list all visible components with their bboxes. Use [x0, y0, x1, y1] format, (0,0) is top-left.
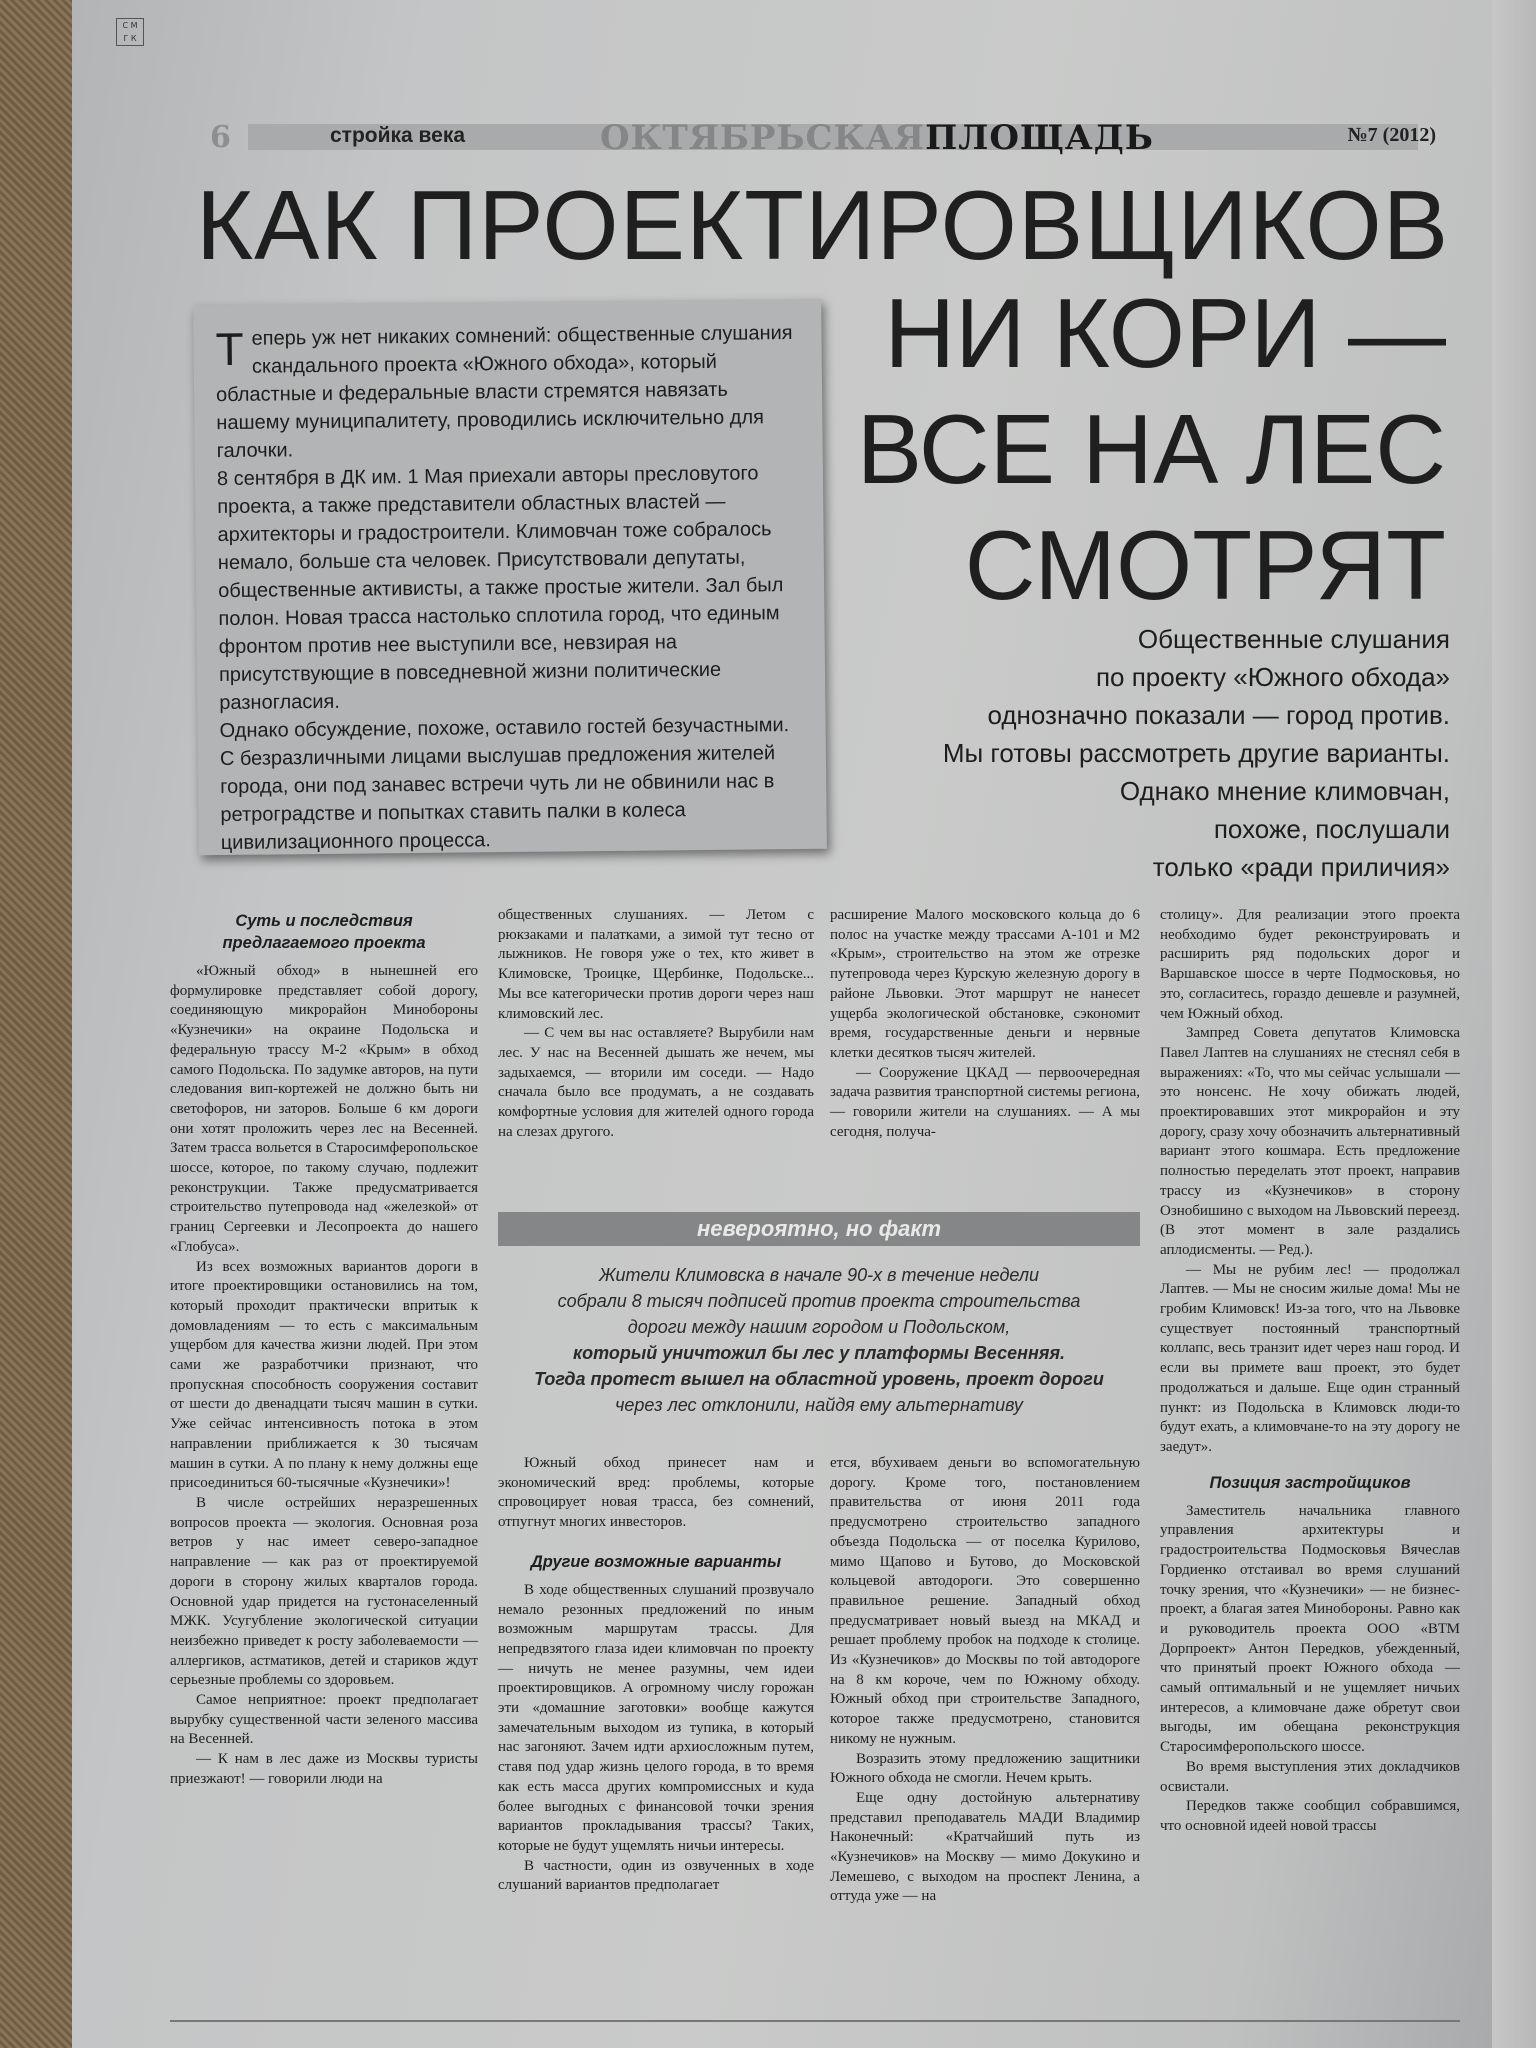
masthead-part2: ПЛОЩАДЬ [925, 118, 1154, 158]
fact-line: Жители Климовска в начале 90-х в течение недели [598, 1265, 1039, 1285]
paragraph: ется, вбухиваем деньги во вспомогательную дорогу. Кроме того, постановлением правительства от июня 2011 года предусмотрено строительство западного объезда Подольска — от поселка Курилово, мимо Щапово и Бутово, до Московской кольцевой автодороги. Это совершенно правильное решение. Западный обход предусматривает новый выезд на МКАД и решает проблему пробок на подходе к столице. Из «Кузнечиков» до Москвы по той автодороге на 8 км короче, чем по Южному обходу. Южный обход при строительстве Западного, которое также предусмотрено, становится никому не нужным. [830, 1455, 1140, 1747]
paragraph: Передков также сообщил собравшимся, что основной идеей новой трассы [1160, 1798, 1460, 1834]
page-header [210, 120, 1436, 156]
paragraph: Из всех возможных вариантов дороги в итоге проектировщики остановились на том, который проходит практически впритык к домовладениям — то есть с максимальным ущербом для качества жизни людей. При этом сами же разработчики признают, что пропускная способность сооружения составит от шести до двенадцати тысяч машин в сутки. Уже сейчас интенсивность потока в этом направлении приближается к 30 тысячам машин в сутки. А по плану к нему должны еще присоединиться 60-тысячные «Кузнечики»! [170, 1258, 478, 1492]
masthead [600, 118, 1154, 158]
paragraph: Заместитель начальника главного управления архитектуры и градостроительства Подмосковья Вячеслав Гордиенко отстаивал во время слушаний точку зрения, что «Кузнечики» — не бизнес-проект, а благая затея Минобороны. Равно как и руководитель проекта ООО «ВТМ Дорпроект» Антон Передков, убежденный, что принятый проект Южного обхода — самый оптимальный и не ущемляет ничьих интересов, а климовчане даже обретут свои выгоды, им обещана реконструкция Старосимферопольского шоссе. [1160, 1502, 1460, 1756]
section-rubric: стройка века [330, 124, 466, 147]
deck-line: Однако мнение климовчан, [1119, 776, 1450, 806]
lead-paragraph-2: 8 сентября в ДК им. 1 Мая приехали авторы пресловутого проекта, а также представители областных властей — архитекторы и градостроители. Климовчан тоже собралось немало, больше ста человек. Присутствовали депутаты, общественные активисты, а также простые жители. Зал был полон. Новая трасса настолько сплотила город, что единым фронтом против нее выступили все, невзирая на присутствующие в повседневной жизни политические разногласия. [216, 462, 784, 715]
article-column-3-bottom [830, 1454, 1140, 1907]
paragraph: Возразить этому предложению защитники Южного обхода не смогли. Нечем крыть. [830, 1750, 1140, 1787]
fact-box [498, 1212, 1140, 1442]
deck-line: Общественные слушания [1137, 624, 1450, 654]
fact-line: через лес отклонили, найдя ему альтернативу [615, 1395, 1023, 1415]
fact-box-title: невероятно, но факт [498, 1212, 1140, 1246]
registration-mark: С М Г К [116, 18, 144, 46]
paragraph: столицу». Для реализации этого проекта необходимо будет реконструировать и расширить ряд подольских дорог и Варшавское шоссе в черте Подмосковья, но это, согласитесь, гораздо дешевле и разумней, чем Южный обход. [1160, 907, 1460, 1022]
fact-line: дороги между нашим городом и Подольском, [627, 1317, 1011, 1337]
paragraph: В ходе общественных слушаний прозвучало немало резонных предложений по иным возможным маршрутам трассы. Для непредвзятого глаза идеи климовчан по проекту — ничуть не менее разумны, чем идеи проектировщиков. А огромному числу горожан эти «домашние заготовки» вообще кажутся замечательным выходом из тупика, в который нас загоняют. Зачем идти архиосложным путем, ставя под удар жизнь целого города, в то время как есть масса других компромиссных и куда более выгодных с финансовой точки зрения вариантов прокладывания трассы? Таких, которые не будут ущемлять ничьи интересы. [498, 1581, 814, 1854]
section-heading-developers: Позиция застройщиков [1209, 1473, 1411, 1492]
section-heading-alternatives: Другие возможные варианты [530, 1552, 782, 1571]
paragraph: В числе острейших неразрешенных вопросов проекта — экология. Основная роза ветров у нас имеет северо-западное направление — как раз от проектируемой дороги в сторону жилых кварталов города. Основной удар придется на густонаселенный МЖК. Усугубление экологической ситуации неизбежно приведет к росту заболеваемости — аллергиков, астматиков, детей и стариков ждут серьезные проблемы со здоровьем. [170, 1494, 478, 1689]
deck-line: по проекту «Южного обхода» [1095, 662, 1450, 692]
headline-line-2: НИ КОРИ — [884, 278, 1446, 388]
paragraph: общественных слушаниях. — Летом с рюкзаками и палатками, а зимой тут тесно от лыжников. Не говоря уже о тех, кто живет в Климовске, Троицке, Щербинке, Подольске... Мы все категорически против дороги через наш климовский лес. [498, 907, 814, 1022]
deck-line: Мы готовы рассмотреть другие варианты. [942, 738, 1450, 768]
deck-line: однозначно показали — город против. [987, 700, 1450, 730]
lead-paragraph-3: Однако обсуждение, похоже, оставило гостей безучастными. С безразличными лицами выслушав предложения жителей города, они под занавес встречи чуть ли не обвинили нас в ретроградстве и попытках ставить палки в колеса цивилизационного процесса. [219, 714, 790, 855]
article-column-3-top [830, 906, 1140, 1142]
page-number: 6 [210, 120, 231, 155]
paragraph: — С чем вы нас оставляете? Вырубили нам лес. У нас на Весенней дышать же нечем, мы задыхаемся, — вторили им соседи. — Надо сначала было все продумать, а не создавать комфортные условия для жителей одного города на слезах другого. [498, 1025, 814, 1140]
paragraph: Южный обход принесет нам и экономический вред: проблемы, которые спровоцирует новая трасса, без сомнений, отпугнут многих инвесторов. [498, 1455, 814, 1531]
paragraph: Зампред Совета депутатов Климовска Павел Лаптев на слушаниях не стеснял себя в выражениях: «То, что мы сейчас услышали — это нонсенс. Не хочу обижать людей, проектировавших этот микрорайон и эту дорогу, сразу хочу обозначить альтернативный вариант этого кошмара. Есть предложение полностью переделать этот проект, направив трассу из «Кузнечиков» в сторону Ознобишино с выходом на Львовский переезд. (В этот момент в зале раздались аплодисменты. — Ред.). [1160, 1025, 1460, 1258]
headline-line-1: КАК ПРОЕКТИРОВЩИКОВ [196, 170, 1450, 280]
article-column-2-bottom [498, 1454, 814, 1896]
article-column-1 [170, 906, 478, 1790]
masthead-part1: ОКТЯБРЬСКАЯ [600, 118, 926, 158]
bottom-rule [170, 2020, 1460, 2022]
deck-line: только «ради приличия» [1152, 852, 1450, 882]
fact-box-text [498, 1262, 1140, 1418]
fact-line: Тогда протест вышел на областной уровень, проект дороги [534, 1369, 1104, 1389]
paragraph: Самое неприятное: проект предполагает вырубку существенной части зеленого массива на Весенней. [170, 1692, 478, 1748]
headline-line-4: СМОТРЯТ [964, 510, 1446, 620]
fact-line: собрали 8 тысяч подписей против проекта строительства [557, 1291, 1081, 1311]
paragraph: Еще одну достойную альтернативу представил преподаватель МАДИ Владимир Наконечный: «Кратчайший путь из «Кузнечиков» на Москву — мимо Докукино и Лемешево, с выходом на проспект Ленина, а оттуда уже — на [830, 1789, 1140, 1905]
headline-line-3: ВСЕ НА ЛЕС [856, 394, 1446, 504]
paragraph: Во время выступления этих докладчиков освистали. [1160, 1758, 1460, 1795]
lead-paragraph-1 [215, 319, 800, 465]
article-column-4 [1160, 906, 1460, 1837]
deck-line: похоже, послушали [1213, 814, 1450, 844]
paragraph: — К нам в лес даже из Москвы туристы приезжают! — говорили люди на [170, 1751, 478, 1787]
paragraph: В частности, один из озвученных в ходе слушаний вариантов предполагает [498, 1857, 814, 1894]
section-heading-essence: Суть и последствия предлагаемого проекта [222, 912, 426, 952]
issue-number: №7 (2012) [1347, 124, 1436, 146]
paragraph: расширение Малого московского кольца до 6 полос на участке между трассами А-101 и М2 «Крым», строительство на этом же отрезке путепровода через Курскую железную дорогу в районе Львовки. Этот маршрут не нанесет ущерба экологической обстановке, сэкономит время, государственные деньги и нервные клетки десятков тысяч жителей. [830, 907, 1140, 1061]
lead-text-1: еперь уж нет никаких сомнений: общественные слушания скандального проекта «Южного обхода», который областные и федеральные власти стремятся навязать нашему муниципалитету, проводились исключительно для галочки. [215, 322, 793, 463]
article-column-2-top [498, 906, 814, 1142]
paragraph: — Сооружение ЦКАД — первоочередная задача развития транспортной системы региона, — говорили жители на слушаниях. — А мы сегодня, получа- [830, 1064, 1140, 1140]
fact-line: который уничтожил бы лес у платформы Весенняя. [572, 1343, 1066, 1363]
paragraph: — Мы не рубим лес! — продолжал Лаптев. — Мы не сносим жилые дома! Мы не гробим Климовск! Из-за того, что на Львовке существует постоянный транспортный коллапс, весь транзит идет через наш город. И если вы примете ваш проект, это будет продолжаться и дальше. Еще один странный пункт: из Подольска в Климовск люди-то будут ехать, а климовчане-то на эту дорогу не заедут». [1160, 1261, 1460, 1455]
lead-box [193, 299, 827, 856]
paragraph: «Южный обход» в нынешней его формулировке представляет собой дорогу, соединяющую микрорайон Минобороны «Кузнечики» на окраине Подольска и федеральную трассу М-2 «Крым» в обход самого Подольска. По задумке авторов, на пути следования вип-кортежей не должно быть ни светофоров, ни заторов. Больше 6 км дороги они хотят проложить через лес на Весенней. Затем трасса вольется в Старосимферопольское шоссе, которое, по такому случаю, подлежит реконструкции. Также предусматривается строительство путепровода над «железкой» от границ Сергеевки и Лесопроекта до нашего «Глобуса». [170, 963, 478, 1255]
subheadline-deck [840, 620, 1450, 886]
drop-cap: Т [215, 322, 244, 376]
